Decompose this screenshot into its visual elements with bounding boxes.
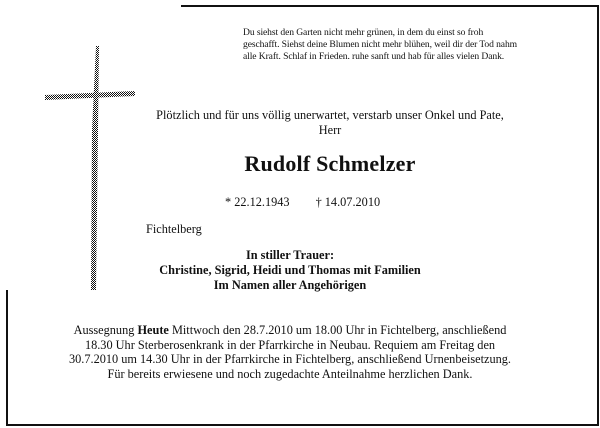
frame-right-border (597, 5, 599, 425)
frame-bottom-border (7, 424, 599, 426)
service-line: 30.7.2010 um 14.30 Uhr in der Pfarrkirche in Fichtelberg, anschließend Urnenbeisetzung. (68, 352, 511, 366)
residence-place: Fichtelberg (146, 222, 202, 236)
poem-line: alle Kraft. Schlaf in Frieden. ruhe sanft und hab für alles vielen Dank. (243, 51, 505, 62)
death-date: † 14.07.2010 (315, 195, 381, 209)
funeral-service-info (20, 323, 560, 381)
mourners-block (110, 248, 470, 293)
service-suffix: Mittwoch den 28.7.2010 um 18.00 Uhr in Fichtelberg, anschließend (168, 323, 507, 337)
service-line (20, 323, 560, 338)
thanks-line: Für bereits erwiesene und noch zugedachte Anteilnahme herzlichen Dank. (107, 366, 473, 381)
mourners-heading: In stiller Trauer: (245, 248, 335, 262)
mourners-names: Christine, Sigrid, Heidi und Thomas mit Familien (159, 263, 421, 277)
birth-date: * 22.12.1943 (225, 195, 290, 209)
mourners-relatives: Im Namen aller Angehörigen (213, 278, 367, 292)
poem-line: geschafft. Siehst deine Blumen nicht mehr blühen, weil dir der Tod nahm (243, 39, 518, 50)
frame-left-border (6, 290, 8, 426)
service-prefix: Aussegnung (73, 323, 138, 337)
intro-salutation: Herr (318, 123, 342, 137)
deceased-name: Rudolf Schmelzer (244, 151, 416, 176)
service-day-highlight: Heute (137, 323, 169, 337)
frame-top-border (181, 5, 599, 7)
service-line: 18.30 Uhr Sterberosenkrank in der Pfarrkirche in Neubau. Requiem am Freitag den (84, 337, 496, 352)
announcement-intro (110, 108, 550, 138)
life-dates (225, 195, 380, 210)
intro-line: Plötzlich und für uns völlig unerwartet, verstarb unser Onkel und Pate, (156, 108, 504, 122)
poem-line: Du siehst den Garten nicht mehr grünen, in dem du einst so froh (243, 27, 484, 38)
poem-verse (243, 27, 588, 63)
